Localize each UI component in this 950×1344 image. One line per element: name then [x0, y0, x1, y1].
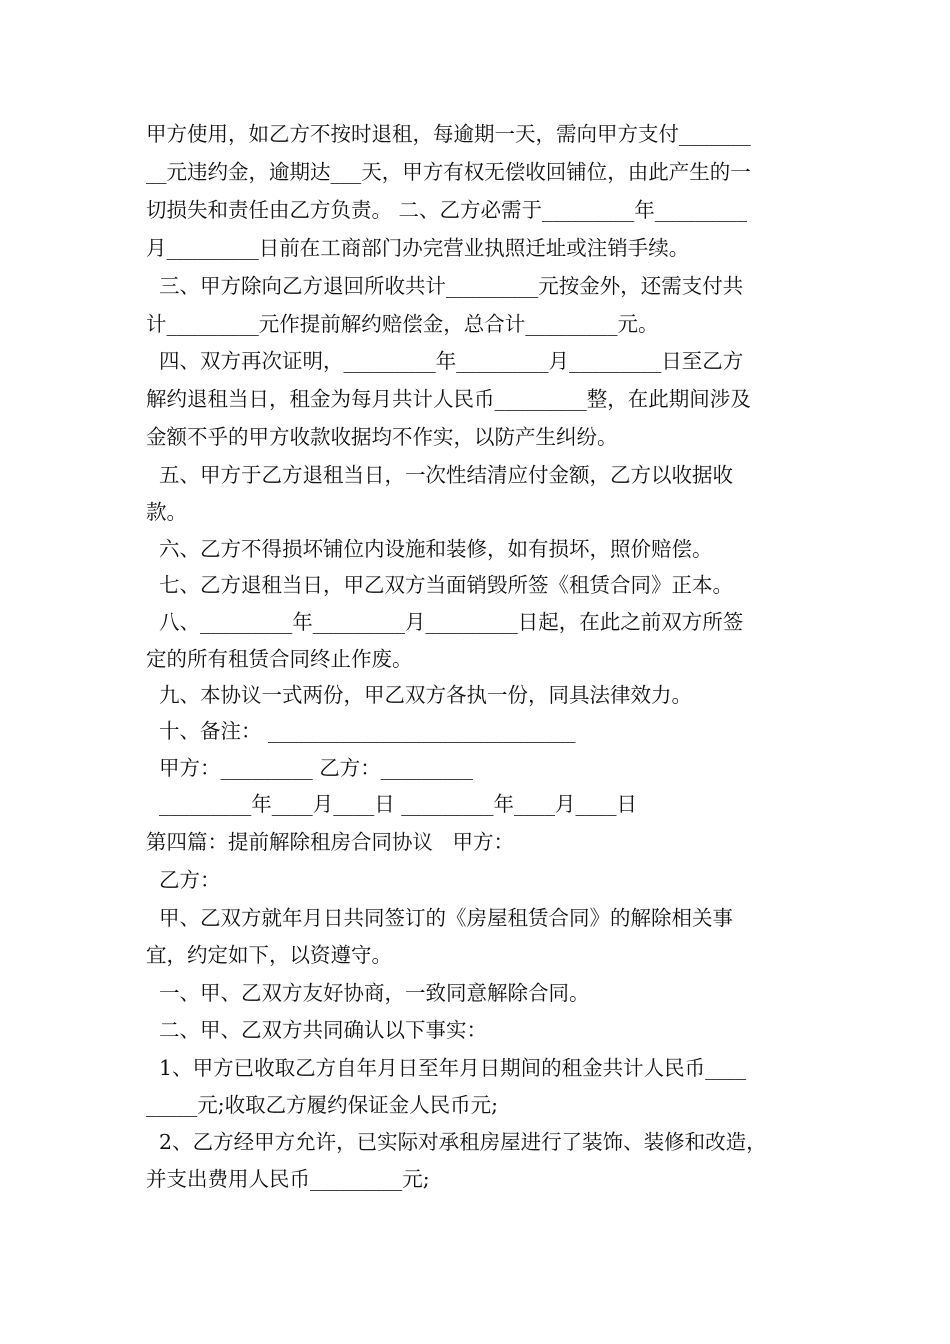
text-line: 五、甲方于乙方退租当日，一次性结清应付金额，乙方以收据收	[146, 463, 734, 487]
text-line: _________年____月____日 _________年____月____日	[146, 792, 638, 816]
text-line: 甲方：_________ 乙方：_________	[146, 756, 474, 780]
text-line: 2、乙方经甲方允许，已实际对承租房屋进行了装饰、装修和改造，	[146, 1130, 767, 1154]
text-line: 七、乙方退租当日，甲乙双方当面销毁所签《租赁合同》正本。	[146, 573, 734, 597]
text-line: 月_________日前在工商部门办完营业执照迁址或注销手续。	[146, 236, 690, 260]
text-line: 四、双方再次证明，_________年_________月_________日至乙方	[146, 349, 744, 373]
text-line: 切损失和责任由乙方负责。 二、乙方必需于_________年_________	[146, 198, 748, 222]
text-line: 1、甲方已收取乙方自年月日至年月日期间的租金共计人民币____	[146, 1056, 747, 1080]
text-line: _____元;收取乙方履约保证金人民币元;	[146, 1093, 499, 1117]
text-line: 定的所有租赁合同终止作废。	[146, 647, 413, 671]
text-line: 八、_________年_________月_________日起，在此之前双方所签	[146, 610, 744, 634]
text-line: 十、备注： ______________________________	[146, 719, 576, 743]
text-line: 金额不乎的甲方收款收据均不作实，以防产生纠纷。	[146, 425, 618, 449]
text-line: 乙方：	[146, 868, 221, 892]
text-line: 款。	[146, 500, 187, 524]
text-line: 并支出费用人民币_________元;	[146, 1167, 430, 1191]
text-line: 计_________元作提前解约赔偿金，总合计_________元。	[146, 312, 659, 336]
text-line: 解约退租当日，租金为每月共计人民币_________整，在此期间涉及	[146, 387, 751, 411]
text-line: 宜，约定如下，以资遵守。	[146, 943, 392, 967]
text-line: 九、本协议一式两份，甲乙双方各执一份，同具法律效力。	[146, 683, 693, 707]
section-heading: 第四篇：提前解除租房合同协议 甲方：	[146, 830, 515, 854]
text-line: 三、甲方除向乙方退回所收共计_________元按金外，还需支付共	[146, 274, 744, 298]
text-line: 二、甲、乙双方共同确认以下事实：	[146, 1018, 488, 1042]
text-line: 甲方使用，如乙方不按时退租，每逾期一天，需向甲方支付_______	[146, 122, 751, 146]
text-line: 六、乙方不得损坏铺位内设施和装修，如有损坏，照价赔偿。	[146, 537, 713, 561]
text-line: 甲、乙双方就年月日共同签订的《房屋租赁合同》的解除相关事	[146, 906, 734, 930]
text-line: 一、甲、乙双方友好协商，一致同意解除合同。	[146, 981, 590, 1005]
text-line: __元违约金，逾期达___天，甲方有权无偿收回铺位，由此产生的一	[146, 160, 751, 184]
